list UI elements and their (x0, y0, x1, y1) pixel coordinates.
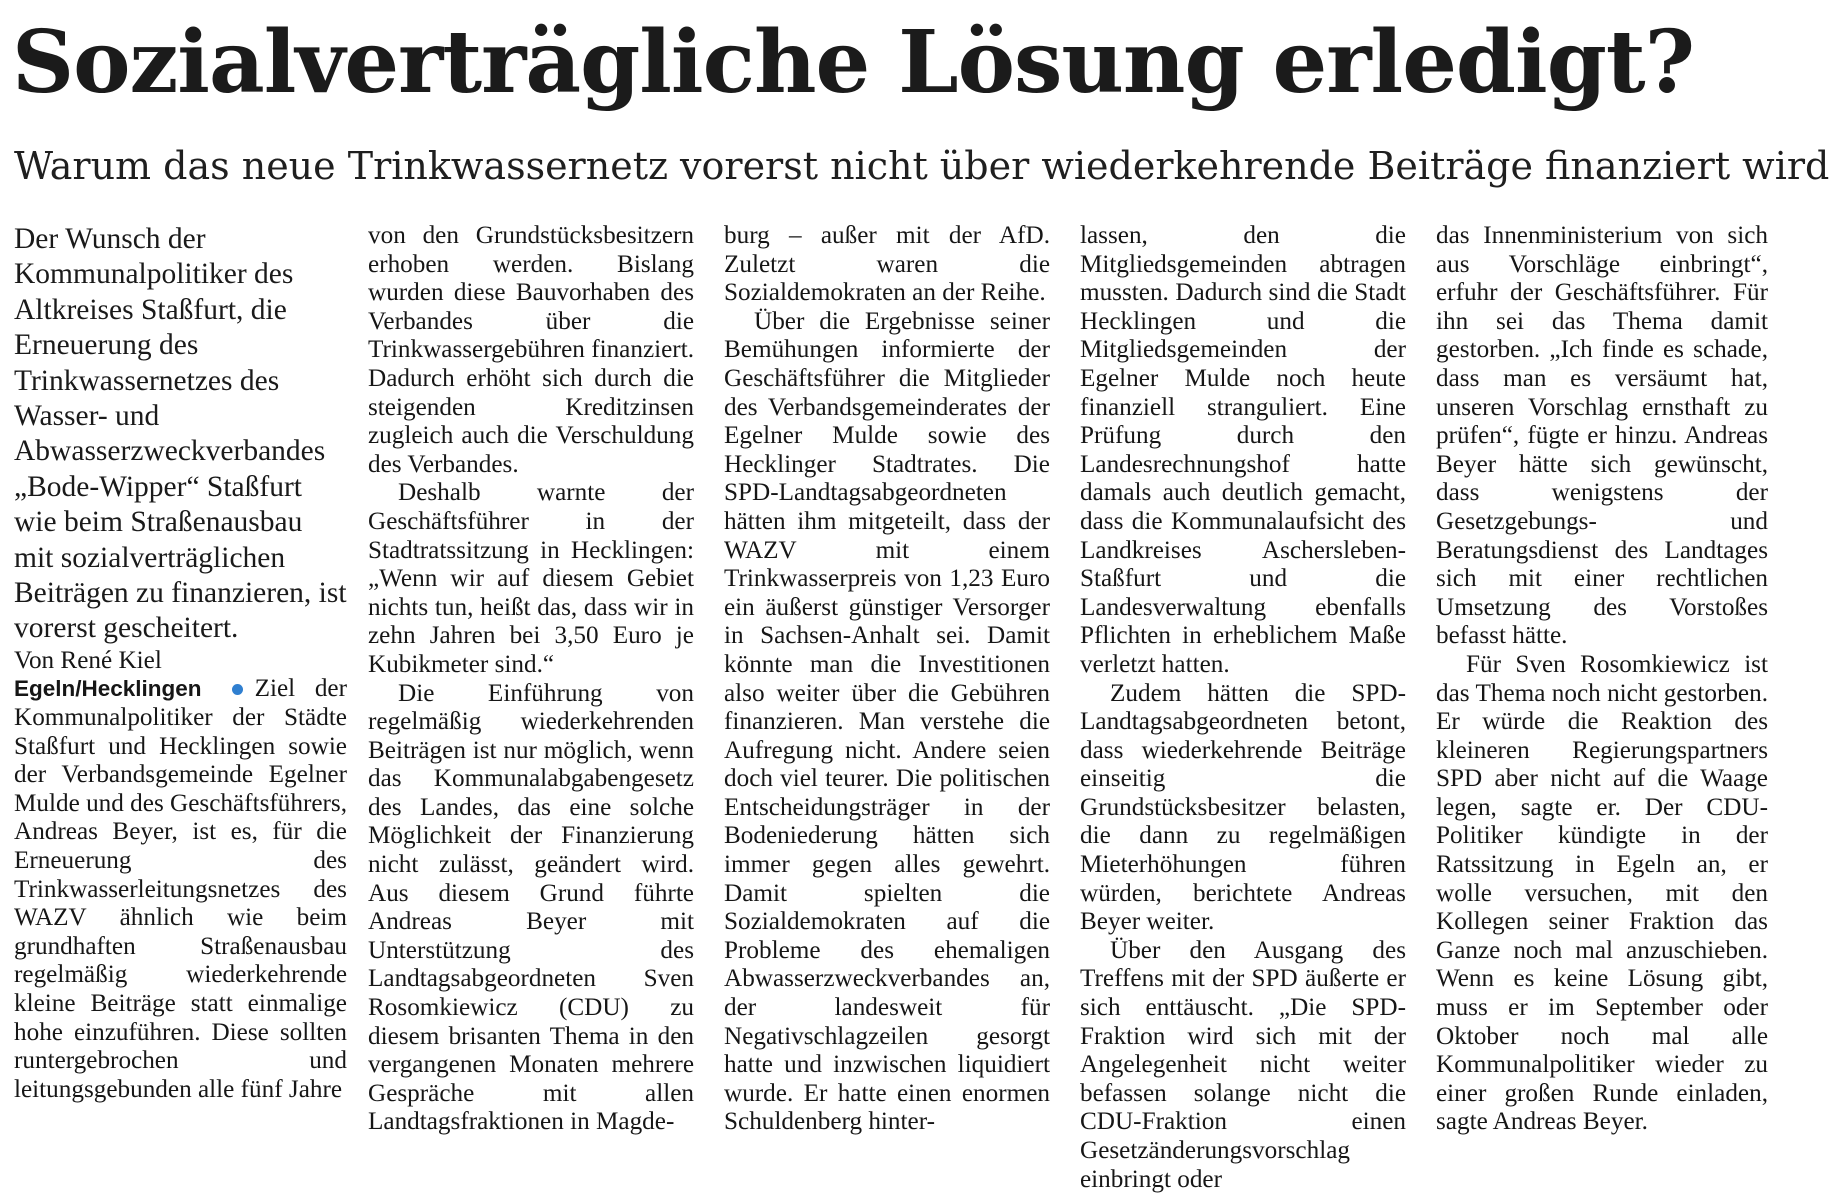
column-1 (14, 222, 347, 1112)
body-paragraph: von den Grundstücksbesitzern erhoben werden. Bislang wurden diese Bauvorhaben des Verbandes über die Trinkwassergebühren finanziert. Dadurch erhöht sich durch die steigenden Kreditzinsen zugleich auch die Verschuldung des Verbandes. (368, 222, 694, 478)
dateline: Egeln/Hecklingen (14, 676, 202, 702)
byline: Von René Kiel (14, 646, 162, 674)
body-paragraph: das Innenministerium von sich aus Vorschläge einbringt“, erfuhr der Geschäftsführer. Für ihn sei das Thema damit gestorben. „Ich finde es schade, dass man es versäumt hat, unseren Vorschlag ernsthaft zu prüfen“, fügte er hinzu. Andreas Beyer hätte sich gewünscht, dass wenigstens der Gesetzgebungs- und Beratungsdienst des Landtages sich mit einer rechtlichen Umsetzung des Vorstoßes befasst hätte. (1436, 222, 1768, 650)
body-paragraph: Für Sven Rosomkiewicz ist das Thema noch nicht gestorben. Er würde die Reaktion des kleineren Regierungspartners SPD aber nicht auf die Waage legen, sagte er. Der CDU-Politiker kündigte in der Ratssitzung in Egeln an, er wolle versuchen, mit den Kollegen seiner Fraktion das Ganze noch mal anzuschieben. Wenn es keine Lösung gibt, muss er im September oder Oktober noch mal alle Kommunalpolitiker wieder zu einer großen Runde einladen, sagte Andreas Beyer. (1436, 650, 1768, 1136)
body-paragraph: burg – außer mit der AfD. Zuletzt waren die Sozialdemokraten an der Reihe. (724, 222, 1050, 307)
body-paragraph: lassen, den die Mitgliedsgemeinden abtragen mussten. Dadurch sind die Stadt Hecklingen und die Mitgliedsgemeinden der Egelner Mulde noch heute finanziell stranguliert. Eine Prüfung durch den Landesrechnungshof hatte damals auch deutlich gemacht, dass die Kommunalaufsicht des Landkreises Aschersleben-Staßfurt und die Landesverwaltung ebenfalls Pflichten in erheblichem Maße verletzt hatten. (1080, 222, 1406, 678)
body-paragraph: Über den Ausgang des Treffens mit der SPD äußerte er sich enttäuscht. „Die SPD-Fraktion wird sich mit der Angelegenheit nicht weiter befassen solange nicht die CDU-Fraktion einen Gesetzänderungsvorschlag einbringt oder (1080, 936, 1406, 1193)
subheadline: Warum das neue Trinkwassernetz vorerst nicht über wiederkehrende Beiträge finanziert wird (14, 144, 1829, 188)
column-2 (368, 222, 694, 1136)
headline: Sozialverträgliche Lösung erledigt? (12, 12, 1694, 113)
column-3 (724, 222, 1050, 1136)
column-1-paragraph (14, 675, 347, 1104)
body-paragraph: Die Einführung von regelmäßig wiederkehrenden Beiträgen ist nur möglich, wenn das Kommunalabgabengesetz des Landes, das eine solche Möglichkeit der Finanzierung nicht zulässt, geändert wird. Aus diesem Grund führte Andreas Beyer mit Unterstützung des Landtagsabgeordneten Sven Rosomkiewicz (CDU) zu diesem brisanten Thema in den vergangenen Monaten mehrere Gespräche mit allen Landtagsfraktionen in Magde- (368, 679, 694, 1136)
body-paragraph: Deshalb warnte der Geschäftsführer in der Stadtratssitzung in Hecklingen: „Wenn wir auf diesem Gebiet nichts tun, heißt das, dass wir in zehn Jahren bei 3,50 Euro je Kubikmeter sind.“ (368, 479, 694, 678)
teaser: Der Wunsch der Kommunalpolitiker des Altkreises Staßfurt, die Erneuerung des Trinkwassernetzes des Wasser- und Abwasserzweckverbandes „Bode-Wipper“ Staßfurt wie beim Straßenausbau mit sozialverträglichen Beiträgen zu finanzieren, ist vorerst gescheitert. (14, 223, 347, 645)
column-4 (1080, 222, 1406, 1193)
bullet-dot-icon (232, 684, 243, 695)
column-5 (1436, 222, 1768, 1136)
body-paragraph: Ziel der Kommunalpolitiker der Städte Staßfurt und Hecklingen sowie der Verbandsgemeinde Egelner Mulde und des Geschäftsführers, Andreas Beyer, ist es, für die Erneuerung des Trinkwasserleitungsnetzes des WAZV ähnlich wie beim grundhaften Straßenausbau regelmäßig wiederkehrende kleine Beiträge statt einmalige hohe einzuführen. Diese sollten runtergebrochen und leitungsgebunden alle fünf Jahre (14, 675, 347, 1103)
body-paragraph: Zudem hätten die SPD-Landtagsabgeordneten betont, dass wiederkehrende Beiträge einseitig die Grundstücksbesitzer belasten, die dann zu regelmäßigen Mieterhöhungen führen würden, berichtete Andreas Beyer weiter. (1080, 679, 1406, 936)
body-paragraph: Über die Ergebnisse seiner Bemühungen informierte der Geschäftsführer die Mitglieder des Verbandsgemeinderates der Egelner Mulde sowie des Hecklinger Stadtrates. Die SPD-Landtagsabgeordneten hätten ihm mitgeteilt, dass der WAZV mit einem Trinkwasserpreis von 1,23 Euro ein äußerst günstiger Versorger in Sachsen-Anhalt sei. Damit könnte man die Investitionen also weiter über die Gebühren finanzieren. Man verstehe die Aufregung nicht. Andere seien doch viel teurer. Die politischen Entscheidungsträger in der Bodeniederung hätten sich immer gegen alles gewehrt. Damit spielten die Sozialdemokraten auf die Probleme des ehemaligen Abwasserzweckverbandes an, der landesweit für Negativschlagzeilen gesorgt hatte und inzwischen liquidiert wurde. Er hatte einen enormen Schuldenberg hinter- (724, 307, 1050, 1136)
